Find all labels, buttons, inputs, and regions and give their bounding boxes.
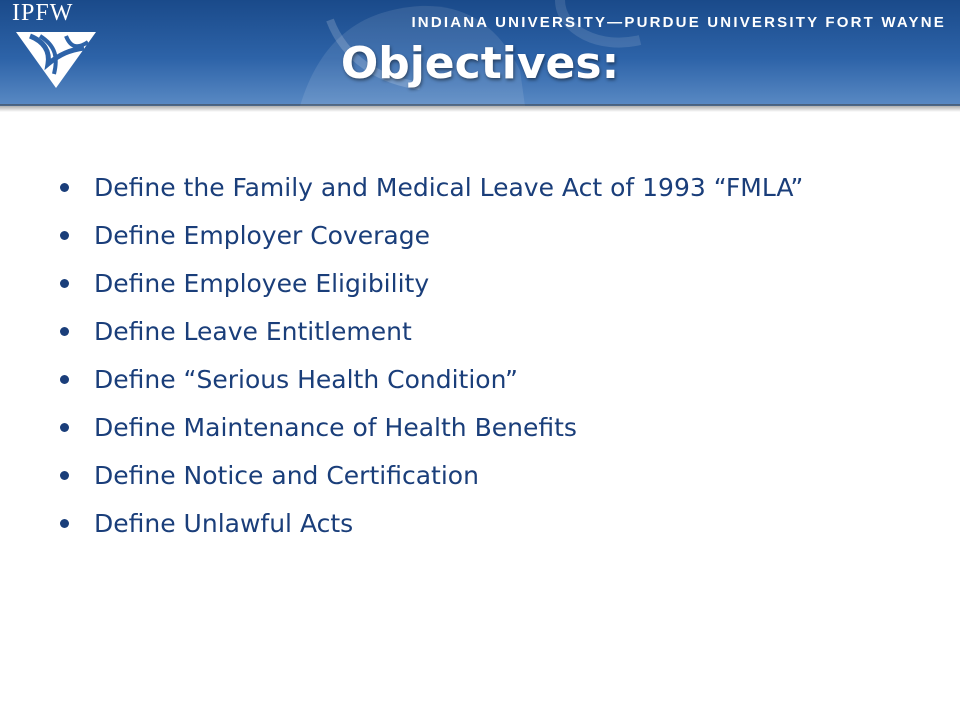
objectives-list [56,172,916,556]
banner-divider [0,104,960,112]
bullet-icon [60,423,69,432]
list-item-text: Define Notice and Certification [94,461,479,490]
bullet-icon [60,519,69,528]
list-item [56,364,916,395]
list-item [56,412,916,443]
header-banner [0,0,960,106]
list-item [56,508,916,539]
bullet-icon [60,375,69,384]
university-name: INDIANA UNIVERSITY—PURDUE UNIVERSITY FORT WAYNE [411,14,946,31]
list-item [56,220,916,251]
list-item-text: Define Unlawful Acts [94,509,354,538]
list-item [56,268,916,299]
page-title: Objectives: [340,38,620,89]
bullet-icon [60,471,69,480]
list-item-text: Define Leave Entitlement [94,317,412,346]
list-item-text: Define Employer Coverage [94,221,430,250]
list-item-text: Define Employee Eligibility [94,269,430,298]
list-item-text: Define the Family and Medical Leave Act of 1993 “FMLA” [94,173,804,202]
list-item-text: Define Maintenance of Health Benefits [94,413,577,442]
bullet-icon [60,327,69,336]
list-item-text: Define “Serious Health Condition” [94,365,519,394]
list-item [56,316,916,347]
logo-text: IPFW [12,0,74,26]
bullet-icon [60,231,69,240]
list-item [56,172,916,203]
bullet-icon [60,183,69,192]
bullet-icon [60,279,69,288]
list-item [56,460,916,491]
